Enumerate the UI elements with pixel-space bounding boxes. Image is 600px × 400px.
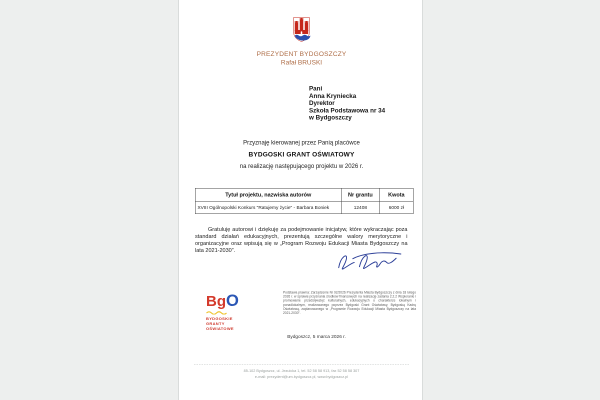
award-intro: Przyznaję kierowanej przez Panią placówce bbox=[243, 139, 360, 146]
bgo-logo-caption bbox=[206, 317, 271, 332]
col-header-grant-number: Nr grantu bbox=[341, 188, 379, 202]
bgo-logo bbox=[206, 293, 271, 332]
signature-handwritten bbox=[334, 246, 414, 281]
legal-basis-note: Podstawa prawna: Zarządzenie Nr 92/2026 Prezydenta Miasta Bydgoszczy z dnia 18 lutego 2026 r. w sprawie przyznania środków finansowych na realizację zadania 2.2.2 Wspieranie i promowanie przedsięwzięć kulturalnych, edukacyjnych o charakterze lokalnym i ponadlokalnym, realizowanego poprzez Bydgoski Grant Oświatowy, Bydgoską Kadrę Oświatową, zaplanowanego w „Programie Rozwoju Edukacji Miasta Bydgoszczy na lata 2021-2030”. bbox=[283, 291, 416, 316]
congratulations-paragraph: Gratuluję autorowi i dziękuję za podejmowanie inicjatyw, które wykraczając poza standard działań edukacyjnych, prezentują szczególne walory merytoryczne i organizacyjne oraz wpisują się w „Program Rozwoju Edukacji Miasta Bydgoszczy na lata 2021-2030”. bbox=[195, 226, 408, 254]
addressee-title: Dyrektor bbox=[309, 99, 335, 107]
document-page bbox=[178, 0, 423, 400]
grant-table-data-row bbox=[195, 202, 413, 214]
addressee-name: Anna Kryniecka bbox=[309, 92, 357, 100]
addressee-city: w Bydgoszczy bbox=[309, 114, 352, 122]
col-header-project-title: Tytuł projektu, nazwiska autorów bbox=[195, 188, 341, 202]
award-title: BYDGOSKI GRANT OŚWIATOWY bbox=[248, 150, 355, 158]
sender-name: Rafał BRUSKI bbox=[280, 58, 323, 66]
footer-address-line: 85-102 Bydgoszcz, ul. Jezuicka 1, tel. 52 58 58 913, fax 52 58 58 307 bbox=[243, 368, 360, 373]
cell-grant-number: 12408 bbox=[341, 202, 379, 214]
footer-contact bbox=[179, 368, 424, 380]
cell-amount: 6000 zł bbox=[379, 202, 413, 214]
cell-project-title: XVIII Ogólnopolski Konkurs "Ratujemy życie" - Barbara Boniek bbox=[195, 202, 341, 214]
bgo-letter-b: B bbox=[206, 293, 217, 310]
bydgoszcz-coat-of-arms-icon bbox=[293, 17, 311, 46]
addressee-block bbox=[309, 85, 385, 121]
grant-table-header-row bbox=[195, 188, 413, 202]
award-subtitle: na realizację następującego projektu w 2026 r. bbox=[239, 162, 364, 170]
bgo-caption-line: GRANTY bbox=[206, 321, 225, 326]
footer-divider bbox=[194, 364, 409, 365]
addressee-school: Szkoła Podstawowa nr 34 bbox=[309, 106, 386, 114]
document-content bbox=[179, 0, 424, 400]
bgo-logo-letters bbox=[206, 293, 271, 312]
bgo-letter-o: O bbox=[226, 291, 239, 310]
place-and-date: Bydgoszcz, 5 marca 2026 r. bbox=[287, 334, 346, 340]
bgo-caption-line: OŚWIATOWE bbox=[206, 326, 234, 331]
col-header-amount: Kwota bbox=[379, 188, 413, 202]
bgo-letter-g: g bbox=[216, 293, 226, 310]
footer-email-line: e-mail: prezydent@um.bydgoszcz.pl, www.bydgoszcz.pl bbox=[254, 374, 349, 379]
grant-table bbox=[195, 188, 414, 214]
sender-office: PREZYDENT BYDGOSZCZY bbox=[256, 50, 347, 58]
bgo-caption-line: BYDGOSKIE bbox=[206, 316, 233, 321]
addressee-salutation: Pani bbox=[309, 85, 323, 92]
